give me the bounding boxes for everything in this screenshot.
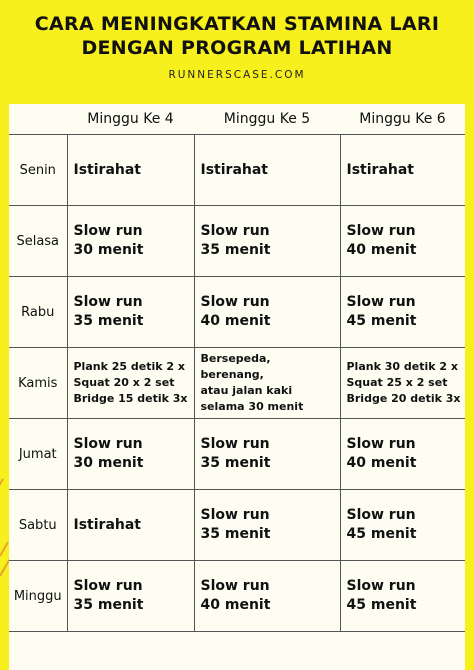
plan-cell: Istirahat — [67, 490, 194, 561]
plan-cell: Plank 25 detik 2 x Squat 20 x 2 set Bridge 15 detik 3x — [67, 348, 194, 419]
header-row — [9, 104, 465, 135]
column-header-week-5: Minggu Ke 5 — [194, 104, 340, 135]
plan-cell: Slow run 35 menit — [67, 561, 194, 632]
day-label: Jumat — [9, 419, 67, 490]
poster-header — [0, 12, 474, 81]
decorative-stripe — [0, 542, 9, 557]
title-line-2: DENGAN PROGRAM LATIHAN — [81, 37, 393, 59]
table-row-jumat — [9, 419, 465, 490]
schedule-table-container — [9, 104, 465, 670]
table-row-senin — [9, 135, 465, 206]
day-label: Selasa — [9, 206, 67, 277]
website-label: RUNNERSCASE.COM — [168, 69, 306, 81]
day-label: Kamis — [9, 348, 67, 419]
plan-cell: Slow run 30 menit — [67, 419, 194, 490]
plan-cell: Slow run 40 menit — [340, 419, 465, 490]
plan-cell: Istirahat — [67, 135, 194, 206]
plan-cell: Slow run 30 menit — [67, 206, 194, 277]
plan-cell: Slow run 35 menit — [67, 277, 194, 348]
training-schedule-table — [9, 104, 465, 632]
day-label: Sabtu — [9, 490, 67, 561]
plan-cell: Bersepeda, berenang, atau jalan kaki selama 30 menit — [194, 348, 340, 419]
table-row-rabu — [9, 277, 465, 348]
plan-cell: Istirahat — [340, 135, 465, 206]
plan-cell: Plank 30 detik 2 x Squat 25 x 2 set Bridge 20 detik 3x — [340, 348, 465, 419]
plan-cell: Istirahat — [194, 135, 340, 206]
table-row-selasa — [9, 206, 465, 277]
day-label: Senin — [9, 135, 67, 206]
plan-cell: Slow run 45 menit — [340, 561, 465, 632]
table-row-sabtu — [9, 490, 465, 561]
table-row-minggu — [9, 561, 465, 632]
plan-cell: Slow run 40 menit — [194, 277, 340, 348]
plan-cell: Slow run 35 menit — [194, 419, 340, 490]
corner-cell — [9, 104, 67, 135]
plan-cell: Slow run 35 menit — [194, 490, 340, 561]
column-header-week-6: Minggu Ke 6 — [340, 104, 465, 135]
plan-cell: Slow run 35 menit — [194, 206, 340, 277]
day-label: Rabu — [9, 277, 67, 348]
day-label: Minggu — [9, 561, 67, 632]
plan-cell: Slow run 45 menit — [340, 490, 465, 561]
column-header-week-4: Minggu Ke 4 — [67, 104, 194, 135]
decorative-stripe — [0, 478, 4, 491]
plan-cell: Slow run 40 menit — [194, 561, 340, 632]
plan-cell: Slow run 40 menit — [340, 206, 465, 277]
plan-cell: Slow run 45 menit — [340, 277, 465, 348]
title-line-1: CARA MENINGKATKAN STAMINA LARI — [34, 13, 440, 35]
table-row-kamis — [9, 348, 465, 419]
